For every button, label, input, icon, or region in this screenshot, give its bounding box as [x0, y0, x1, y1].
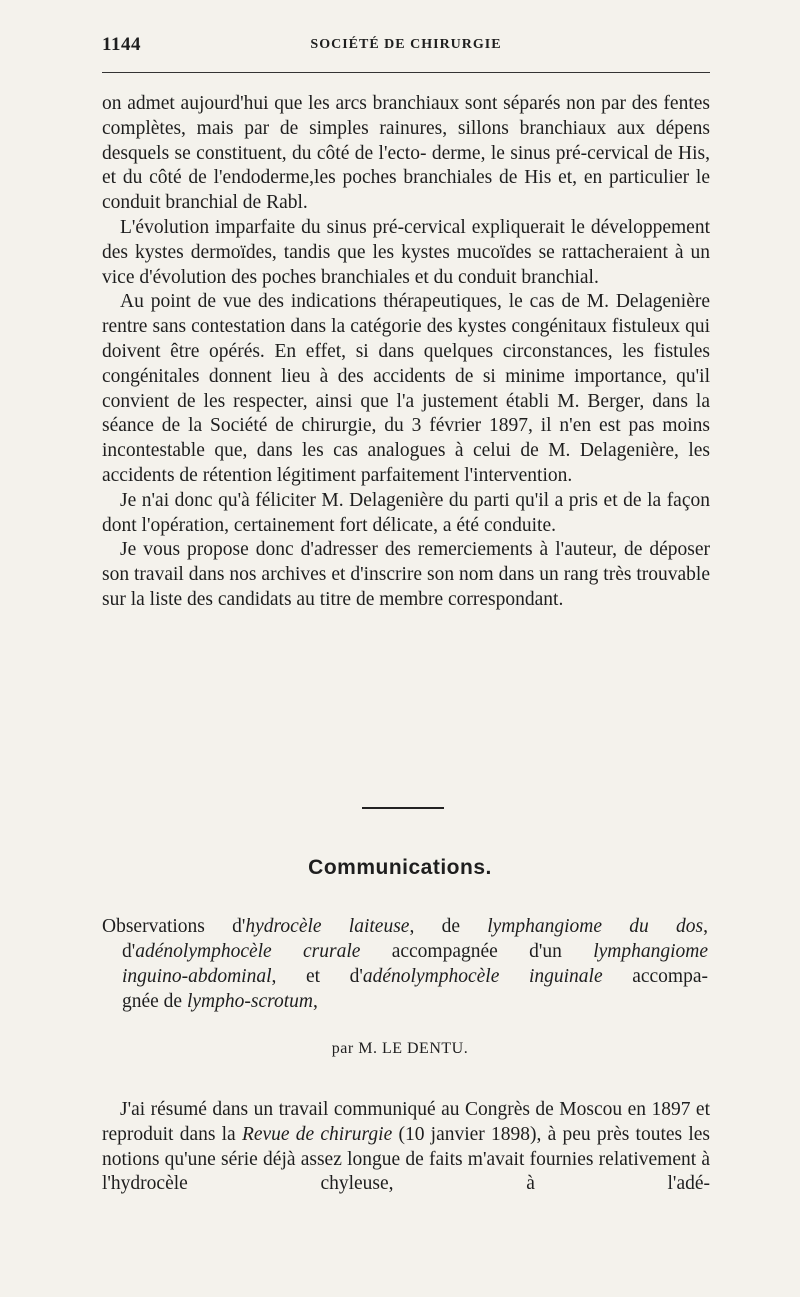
title-line — [102, 964, 708, 989]
text-line: un rang très trouvable sur la liste des candidats au titre de — [102, 564, 711, 610]
text-line: L'évolution imparfaite du sinus pré-cervical expliquerait le — [120, 216, 585, 238]
text-line: on admet aujourd'hui que les arcs branchiaux sont séparés non — [102, 93, 596, 114]
title-italic: lymphangiome — [593, 941, 708, 962]
text-line: M. Delagenière rentre sans contestation dans la catégorie des — [102, 291, 711, 338]
communication-body — [102, 1098, 710, 1197]
title-italic: inguino-abdominal — [122, 966, 272, 987]
text-line: J'ai résumé dans un travail communiqué au Congrès de Moscou — [120, 1099, 623, 1120]
paragraph — [102, 489, 710, 539]
page-header — [102, 34, 710, 60]
text-line: de déposer son travail dans nos archives et d'inscrire son nom dans — [102, 539, 710, 586]
text-line: les respecter, ainsi que l'a justement établi M. Berger, dans la — [203, 390, 710, 412]
title-text: Observations d' — [102, 916, 246, 937]
text-line: Je vous propose donc d'adresser des remerciements à l'auteur, — [120, 539, 617, 561]
title-italic: lympho-scrotum — [186, 991, 313, 1012]
text-line: M. Delagenière, les accidents de rétention légitiment parfaitement — [102, 440, 711, 486]
text-line: branchiales et du conduit branchial. — [321, 266, 599, 288]
title-text: , — [703, 916, 708, 937]
title-text: , et d' — [271, 966, 363, 987]
text-line: membre correspondant. — [379, 588, 564, 610]
paragraph — [102, 538, 710, 612]
title-text: accompagnée d'un — [360, 941, 594, 962]
article-title — [102, 914, 708, 1014]
text-line: séance de la Société de chirurgie, du 3 février 1897, il n'en est — [102, 415, 621, 437]
paragraph — [102, 92, 710, 216]
title-line — [102, 914, 708, 939]
text-line: mucoïdes se rattacheraient à un vice d'évolution des poches — [102, 241, 710, 288]
title-line — [102, 939, 708, 964]
title-italic: lymphangiome du dos — [487, 916, 704, 937]
text-line: l'intervention. — [464, 464, 573, 486]
text-line: à peu près toutes les notions qu'une série déjà assez longue de — [102, 1123, 710, 1170]
title-italic: adénolymphocèle inguinale — [362, 966, 603, 987]
paragraph — [102, 1098, 710, 1197]
title-text: accompa- — [602, 966, 708, 987]
section-heading: Communications. — [308, 856, 492, 879]
report-body — [102, 92, 710, 613]
text-line: pas moins incontestable que, dans les cas analogues à celui de — [102, 415, 711, 462]
header-rule — [102, 72, 710, 73]
text-line: développement des kystes dermoïdes, tandis que les kystes — [102, 216, 710, 263]
title-text: , — [312, 991, 318, 1012]
text-line: par des fentes complètes, mais par de simples rainures, sillons — [102, 93, 710, 139]
text-line: poches branchiales de His et, en particulier le conduit branchial — [102, 167, 710, 214]
title-line — [102, 989, 708, 1014]
text-line: et de la façon dont l'opération, certainement fort délicate, a été — [102, 489, 710, 536]
text-line: derme, le sinus pré-cervical de His, et du côté de l'endoderme,les — [102, 142, 710, 189]
text-line: Je n'ai donc qu'à féliciter M. Delagenière du parti qu'il a pris — [120, 489, 599, 511]
section-divider — [362, 807, 444, 809]
title-italic: adénolymphocèle crurale — [135, 941, 361, 962]
journal-title: Revue de chirurgie — [241, 1123, 393, 1145]
page-number: 1144 — [102, 34, 141, 55]
title-italic: hydrocèle laiteuse — [245, 916, 410, 937]
text-line: kystes congénitaux fistuleux qui doivent être opérés. En effet, si — [102, 316, 711, 362]
text-line: faits m'avait fournies relativement à l'hydrocèle chyleuse, à l'adé- — [102, 1148, 711, 1195]
text-run: en 1897 et reproduit dans la — [102, 1099, 710, 1145]
title-text: d' — [122, 941, 136, 962]
text-line: conduite. — [483, 514, 556, 536]
text-line: branchiaux aux dépens desquels se constituent, du côté de l'ecto- — [102, 117, 711, 164]
author-byline: par M. LE DENTU. — [331, 1040, 469, 1057]
title-text: gnée de — [122, 991, 187, 1012]
text-line: dans quelques circonstances, les fistules congénitales donnent — [102, 340, 711, 387]
text-line: Au point de vue des indications thérapeutiques, le cas de — [120, 291, 580, 313]
title-text: , de — [409, 916, 488, 937]
paragraph — [102, 290, 710, 488]
text-run: (10 janvier 1898), — [392, 1123, 542, 1145]
text-line: lieu à des accidents de si minime importance, qu'il convient de — [102, 365, 710, 412]
running-title: SOCIÉTÉ DE CHIRURGIE — [310, 37, 502, 52]
paragraph — [102, 216, 710, 290]
text-line: de Rabl. — [242, 192, 308, 214]
